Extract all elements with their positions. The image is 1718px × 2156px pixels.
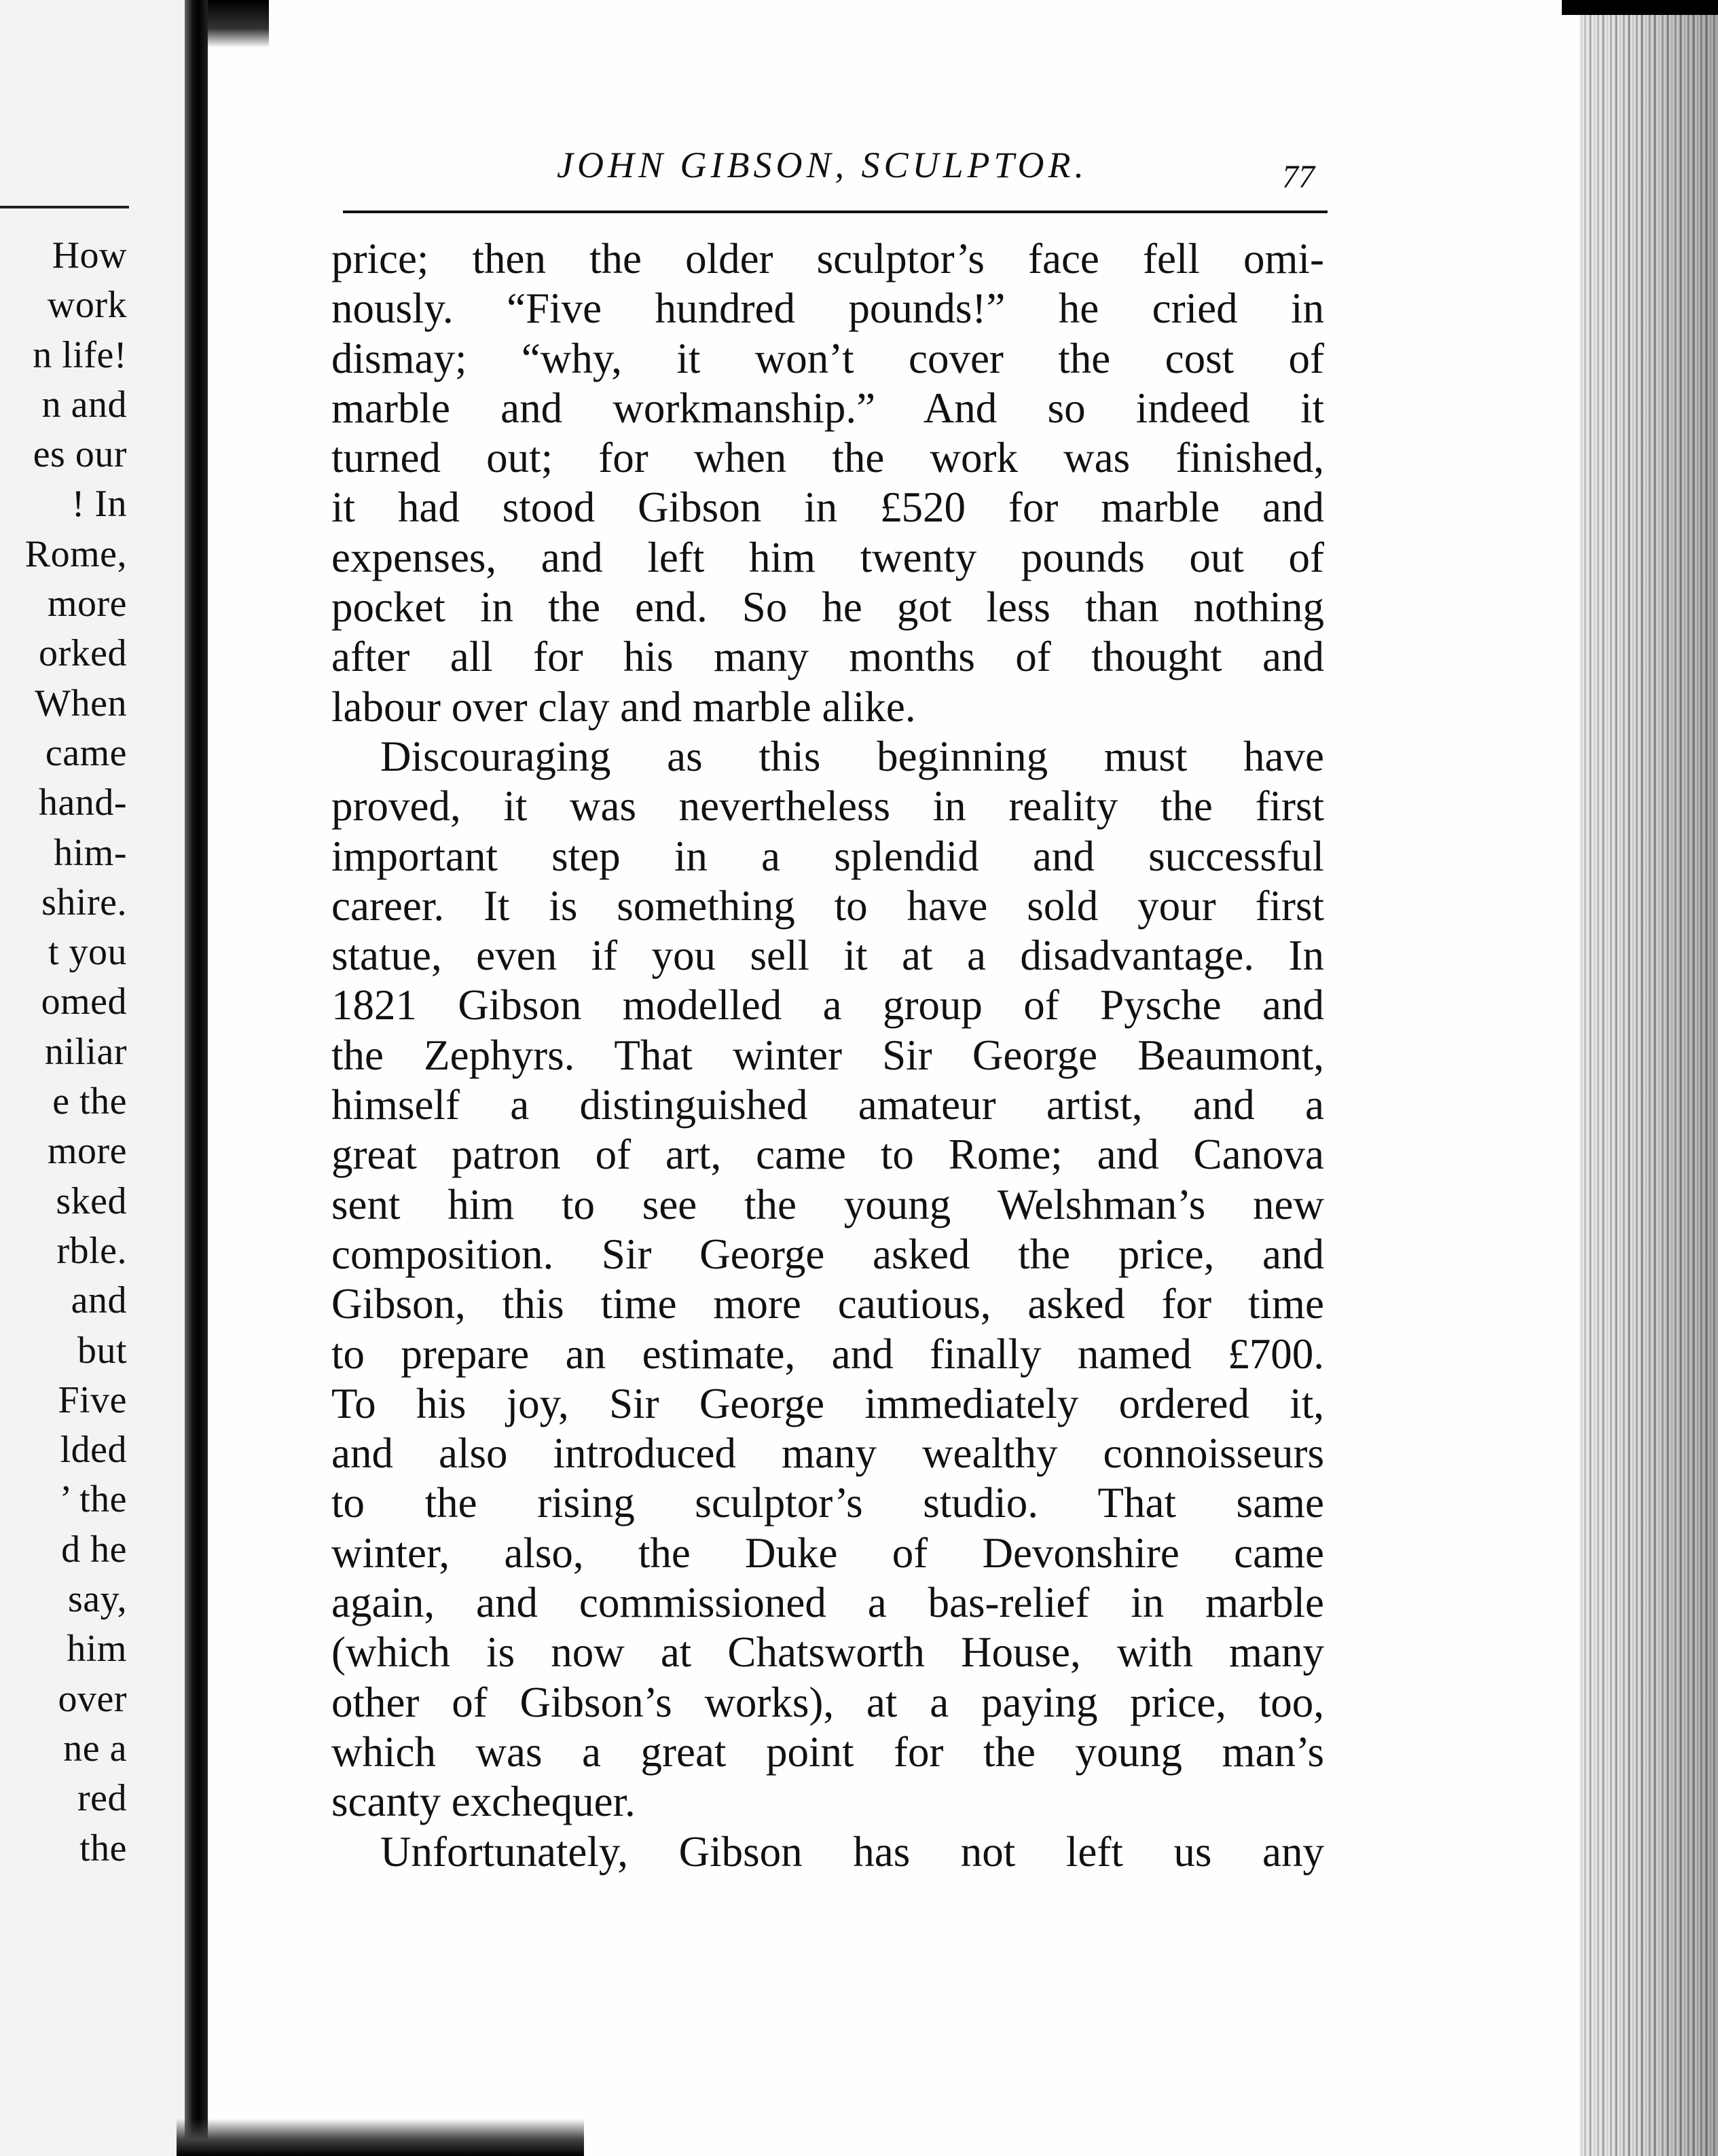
text-line: which was a great point for the young man’s	[331, 1728, 1324, 1776]
left-line: hand-	[38, 782, 127, 824]
paragraph-first-line: Unfortunately, Gibson has not left us any	[380, 1827, 1324, 1876]
text-line: nously. “Five hundred pounds!” he cried in	[331, 285, 1324, 333]
left-page-text	[25, 231, 127, 1874]
left-line: but	[77, 1329, 127, 1372]
left-line: red	[77, 1777, 127, 1820]
left-line: d he	[61, 1528, 127, 1571]
left-line: niliar	[44, 1030, 127, 1073]
page-edges-shade	[1579, 0, 1718, 2156]
left-line: over	[58, 1677, 127, 1720]
text-line: dismay; “why, it won’t cover the cost of	[331, 334, 1324, 382]
text-line: marble and workmanship.” And so indeed it	[331, 384, 1324, 432]
body-text	[331, 234, 1324, 1877]
text-line: 1821 Gibson modelled a group of Pysche and	[331, 981, 1324, 1029]
gutter-shadow-bottom	[177, 2119, 584, 2156]
left-line: lded	[60, 1429, 127, 1472]
text-line: to the rising sculptor’s studio. That same	[331, 1479, 1324, 1527]
text-line: turned out; for when the work was finished,	[331, 434, 1324, 482]
text-line: career. It is something to have sold your first	[331, 881, 1324, 930]
book-gutter	[185, 0, 208, 2156]
left-line: n life!	[33, 333, 127, 376]
left-line: ’ the	[59, 1478, 127, 1521]
left-line: Rome,	[24, 532, 127, 575]
left-line: came	[45, 731, 127, 774]
text-line: after all for his many months of thought and	[331, 633, 1324, 681]
left-line: orked	[38, 632, 127, 675]
left-line: t you	[48, 931, 127, 974]
left-line: es our	[33, 433, 127, 476]
left-line: shire.	[41, 881, 127, 924]
left-line: ! In	[71, 483, 127, 526]
text-line: important step in a splendid and successful	[331, 832, 1324, 880]
text-line: winter, also, the Duke of Devonshire came	[331, 1529, 1324, 1577]
left-line: the	[79, 1827, 127, 1869]
left-line: Five	[58, 1378, 127, 1421]
left-line: more	[47, 583, 127, 625]
text-line: great patron of art, came to Rome; and Canova	[331, 1131, 1324, 1179]
running-head-title: JOHN GIBSON, SCULPTOR.	[557, 145, 1089, 185]
running-head-rule	[343, 211, 1328, 213]
text-line: (which is now at Chatsworth House, with many	[331, 1628, 1324, 1677]
left-line: him-	[54, 831, 127, 874]
paragraph-first-line: Discouraging as this beginning must have	[380, 732, 1324, 780]
text-line: other of Gibson’s works), at a paying price, too,	[331, 1678, 1324, 1726]
text-line: and also introduced many wealthy connoisseurs	[331, 1429, 1324, 1478]
left-line: e the	[52, 1080, 127, 1123]
left-page-head-rule	[0, 206, 129, 208]
text-line: expenses, and left him twenty pounds out of	[331, 533, 1324, 581]
left-line: When	[35, 682, 127, 725]
text-line: Gibson, this time more cautious, asked for time	[331, 1280, 1324, 1328]
text-line: price; then the older sculptor’s face fell omi-	[331, 235, 1324, 282]
text-line: pocket in the end. So he got less than nothing	[331, 583, 1324, 632]
text-line: labour over clay and marble alike.	[331, 682, 916, 731]
text-line: scanty exchequer.	[331, 1778, 636, 1826]
text-line: himself a distinguished amateur artist, and a	[331, 1081, 1324, 1129]
text-line: it had stood Gibson in £520 for marble and	[331, 483, 1324, 532]
left-line: How	[52, 234, 127, 276]
text-line: to prepare an estimate, and finally named £700.	[331, 1330, 1324, 1378]
gutter-shadow-top	[208, 0, 269, 48]
page-edges-top-shadow	[1562, 0, 1718, 15]
left-line: omed	[41, 981, 127, 1023]
left-line: him	[67, 1628, 127, 1670]
left-line: n and	[41, 383, 127, 426]
text-line: statue, even if you sell it at a disadvantage. In	[331, 932, 1324, 980]
left-line: work	[47, 284, 127, 327]
text-line: the Zephyrs. That winter Sir George Beaumont,	[331, 1031, 1324, 1079]
left-line: and	[71, 1279, 127, 1322]
page-number: 77	[1282, 159, 1315, 195]
left-line: sked	[56, 1180, 127, 1222]
left-line: rble.	[56, 1229, 127, 1272]
left-line: ne a	[63, 1727, 127, 1770]
left-line: more	[47, 1130, 127, 1173]
left-line: say,	[67, 1578, 127, 1621]
text-line: proved, it was nevertheless in reality the first	[331, 782, 1324, 830]
text-line: To his joy, Sir George immediately ordered it,	[331, 1379, 1324, 1427]
text-line: sent him to see the young Welshman’s new	[331, 1180, 1324, 1228]
text-line: again, and commissioned a bas-relief in marble	[331, 1579, 1324, 1627]
text-line: composition. Sir George asked the price, and	[331, 1230, 1324, 1278]
